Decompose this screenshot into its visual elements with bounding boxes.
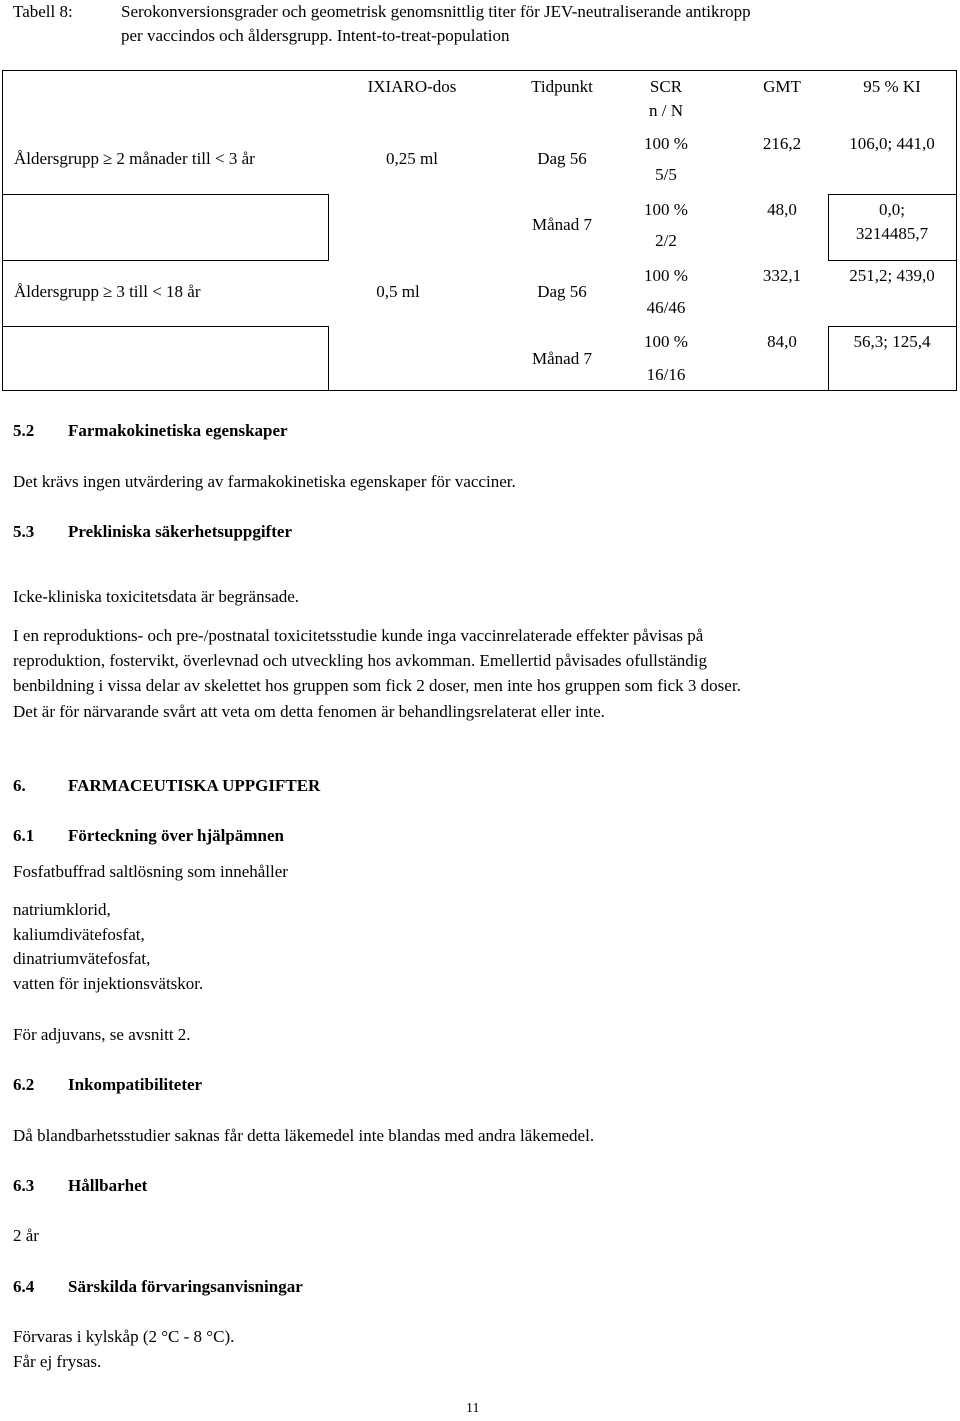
header-dose: IXIARO-dos (367, 77, 457, 96)
page-number: 11 (466, 1401, 480, 1416)
excipient-item: vatten för injektionsvätskor. (13, 974, 204, 993)
header-scr-n: n / N (649, 101, 683, 120)
divider-h-1a (2, 194, 329, 195)
section-heading-6: 6. FARMACEUTISKA UPPGIFTER (13, 776, 321, 795)
row2-ci-line1: 0,0; (879, 200, 905, 219)
section-5-3-para-2-line-1: I en reproduktions- och pre-/postnatal toxicitetsstudie kunde inga vaccinrelaterade effekter påvisas på (13, 626, 704, 645)
table-border-bottom (2, 390, 957, 391)
divider-h-2b (828, 260, 957, 261)
row1-scr-n: 5/5 (655, 165, 677, 184)
section-heading-6-1: 6.1 Förteckning över hjälpämnen (13, 826, 284, 845)
divider-h-3a (2, 326, 329, 327)
section-6-4-line-1: Förvaras i kylskåp (2 °C - 8 °C). (13, 1327, 235, 1346)
row1-ci: 106,0; 441,0 (849, 134, 935, 153)
row2-timepoint: Månad 7 (532, 215, 592, 234)
header-gmt: GMT (763, 77, 801, 96)
table-caption-line-1: Serokonversionsgrader och geometrisk genomsnittlig titer för JEV-neutraliserande antikropp (121, 2, 751, 21)
divider-h-1b (828, 194, 957, 195)
divider-h-2a (2, 260, 329, 261)
section-heading-6-2: 6.2 Inkompatibiliteter (13, 1075, 203, 1094)
row3-scr-pct: 100 % (644, 266, 688, 285)
excipient-item: natriumklorid, (13, 900, 111, 919)
row1-timepoint: Dag 56 (537, 149, 587, 168)
geq-symbol: ≥ (102, 149, 113, 168)
section-6-4-line-2: Får ej frysas. (13, 1352, 102, 1371)
section-5-2-text: Det krävs ingen utvärdering av farmakokinetiska egenskaper för vacciner. (13, 472, 516, 491)
table-border-top (2, 70, 957, 71)
row2-scr-n: 2/2 (655, 231, 677, 250)
section-6-2-text: Då blandbarhetsstudier saknas får detta läkemedel inte blandas med andra läkemedel. (13, 1126, 595, 1145)
section-5-3-para-2-line-3: benbildning i vissa delar av skelettet hos gruppen som fick 2 doser, men inte hos gruppen som fick 3 doser. (13, 676, 741, 695)
row3-ci: 251,2; 439,0 (849, 266, 935, 285)
geq-symbol: ≥ (102, 282, 113, 301)
table-border-right (956, 70, 957, 391)
section-6-1-note: För adjuvans, se avsnitt 2. (13, 1025, 191, 1044)
header-timepoint: Tidpunkt (531, 77, 593, 96)
section-6-1-intro: Fosfatbuffrad saltlösning som innehåller (13, 862, 288, 881)
row4-scr-n: 16/16 (646, 365, 686, 384)
section-heading-6-3: 6.3 Hållbarhet (13, 1176, 148, 1195)
section-6-3-text: 2 år (13, 1226, 39, 1245)
row1-dose: 0,25 ml (386, 149, 438, 168)
row2-scr-pct: 100 % (644, 200, 688, 219)
row4-timepoint: Månad 7 (532, 349, 592, 368)
row2-gmt: 48,0 (767, 200, 797, 219)
row3-group: Åldersgrupp ≥ 3 till < 18 år (14, 279, 201, 304)
divider-h-3b (828, 326, 957, 327)
section-heading-5-2: 5.2 Farmakokinetiska egenskaper (13, 421, 288, 440)
row3-scr-n: 46/46 (646, 298, 686, 317)
header-ci: 95 % KI (863, 77, 921, 96)
row4-ci: 56,3; 125,4 (853, 332, 931, 351)
excipient-item: kaliumdivätefosfat, (13, 925, 145, 944)
table-border-left (2, 70, 3, 391)
section-5-3-para-2-line-4: Det är för närvarande svårt att veta om detta fenomen är behandlingsrelaterat eller inte. (13, 702, 605, 721)
row1-group: Åldersgrupp ≥ 2 månader till < 3 år (14, 146, 255, 171)
serokonversion-table (2, 70, 957, 391)
excipient-item: dinatriumvätefosfat, (13, 949, 151, 968)
table-caption-line-2: per vaccindos och åldersgrupp. Intent-to-treat-population (121, 26, 510, 45)
row2-ci-line2: 3214485,7 (855, 224, 929, 243)
row4-gmt: 84,0 (767, 332, 797, 351)
row4-scr-pct: 100 % (644, 332, 688, 351)
divider-v-2 (328, 326, 329, 390)
header-scr: SCR (649, 77, 683, 96)
section-heading-5-3: 5.3 Prekliniska säkerhetsuppgifter (13, 522, 293, 541)
row3-dose: 0,5 ml (376, 282, 420, 301)
section-heading-6-4: 6.4 Särskilda förvaringsanvisningar (13, 1277, 303, 1296)
divider-v-1 (328, 194, 329, 261)
section-5-3-para-2-line-2: reproduktion, fostervikt, överlevnad och utveckling hos avkomman. Emellertid påvisades ofullständig (13, 651, 708, 670)
row1-scr-pct: 100 % (644, 134, 688, 153)
table-label: Tabell 8: (13, 2, 73, 21)
row1-gmt: 216,2 (762, 134, 802, 153)
row3-gmt: 332,1 (762, 266, 802, 285)
section-5-3-para-1: Icke-kliniska toxicitetsdata är begränsade. (13, 587, 300, 606)
row3-timepoint: Dag 56 (537, 282, 587, 301)
